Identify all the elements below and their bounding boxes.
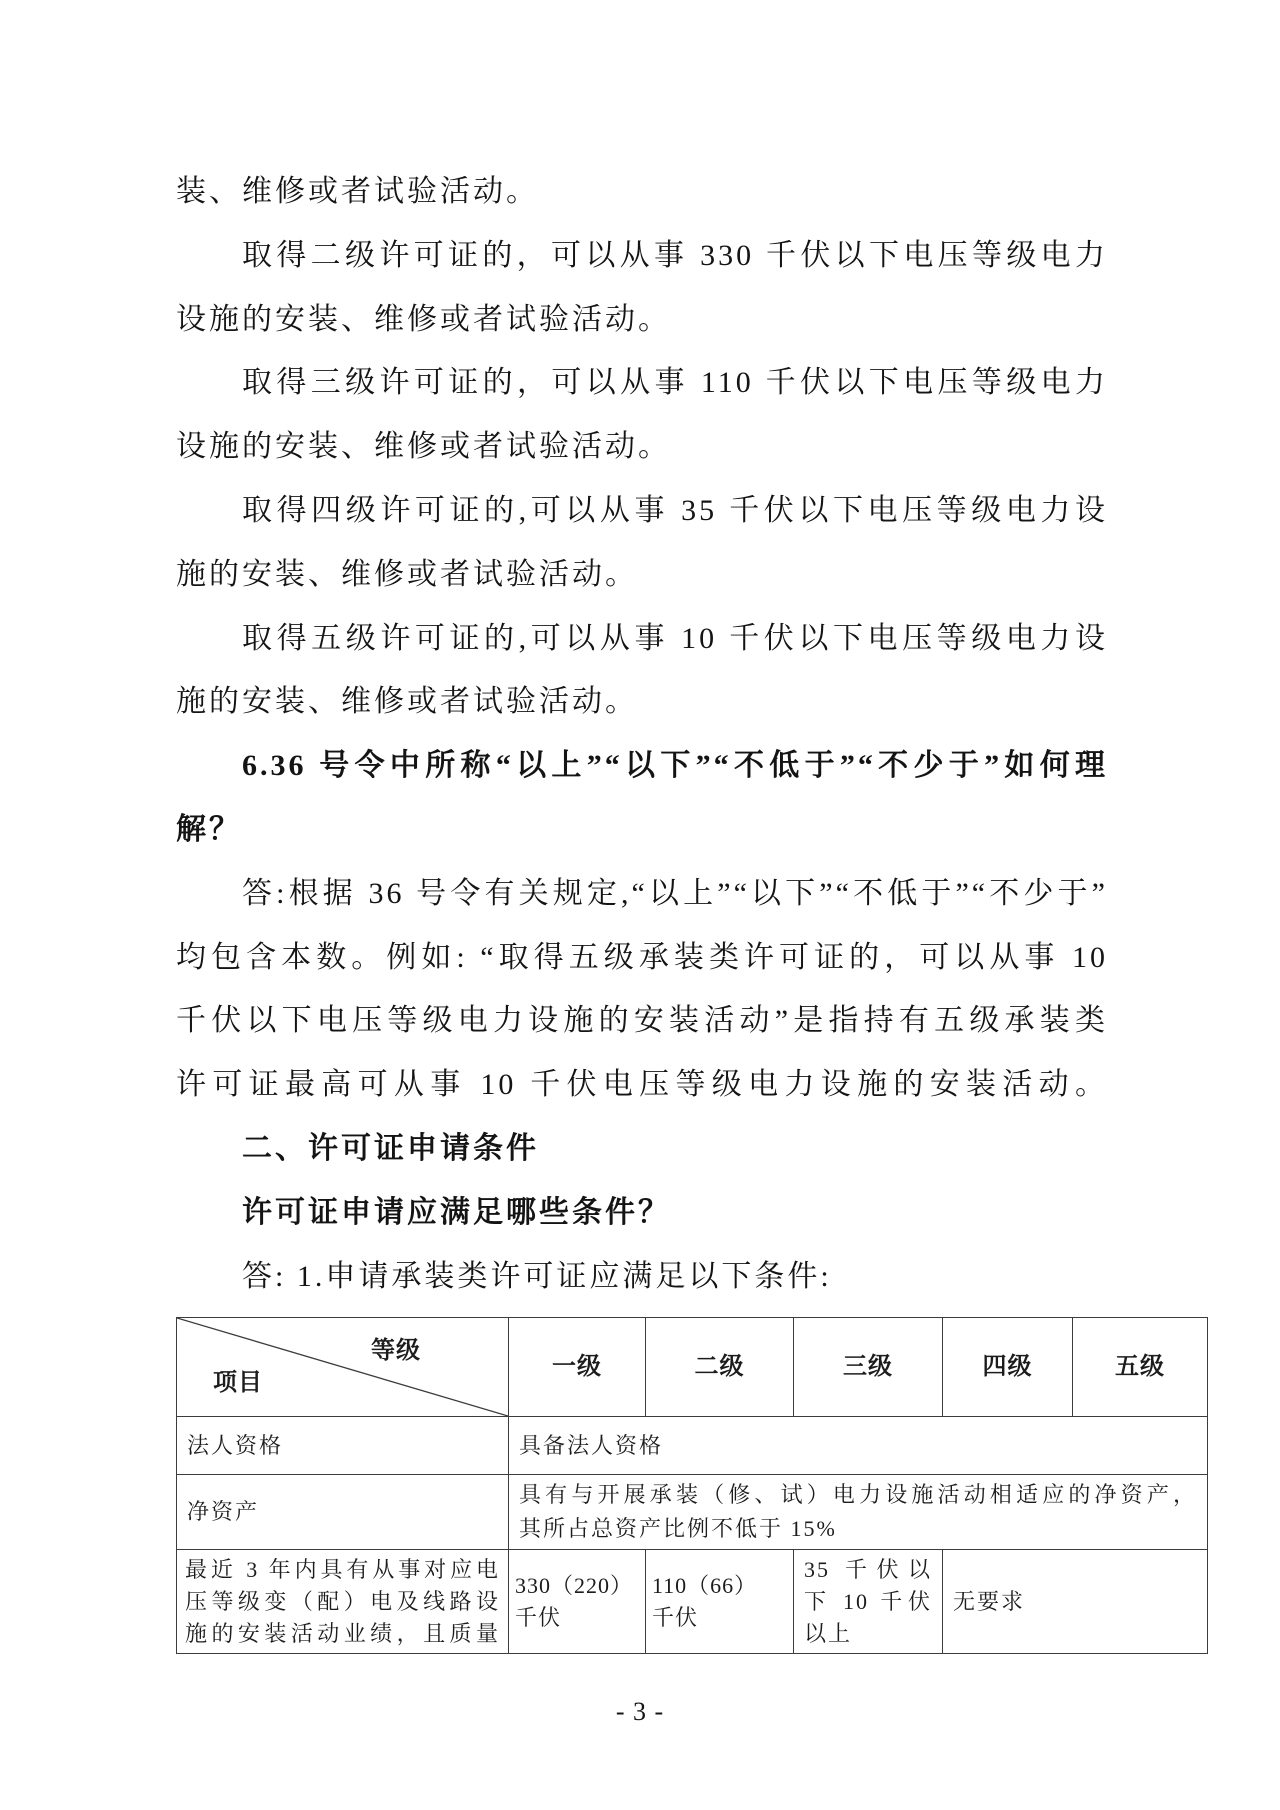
row-label-net-assets: 净资产 [177,1475,509,1550]
cell-line: 具有与开展承装（修、试）电力设施活动相适应的净资产， [519,1482,1197,1507]
level-4-5-value: 无要求 [943,1550,1208,1654]
cell-line: 下 10 千伏 [804,1588,932,1614]
paragraph-line: 设施的安装、维修或者试验活动。 [176,302,671,336]
requirements-table [176,1317,1208,1654]
level-3-value [794,1550,943,1654]
level-header: 四级 [943,1318,1073,1417]
paragraph-line: 施的安装、维修或者试验活动。 [176,685,638,719]
paragraph-line: 取得三级许可证的，可以从事 110 千伏以下电压等级电力 [242,366,1108,400]
diagonal-divider [177,1318,508,1416]
row-value-net-assets [509,1475,1208,1550]
cell-line: 110（66） [652,1572,758,1598]
section-heading: 二、许可证申请条件 [242,1131,539,1165]
cell-line: 其所占总资产比例不低于 15% [519,1516,837,1541]
question-heading-line: 6.36 号令中所称“以上”“以下”“不低于”“不少于”如何理 [242,749,1108,783]
level-header: 三级 [794,1318,943,1417]
row-value-legal-person: 具备法人资格 [509,1417,1208,1475]
table-row [177,1475,1208,1550]
body-text [176,160,1108,1308]
paragraph-line: 设施的安装、维修或者试验活动。 [176,430,671,464]
page-number: - 3 - [615,1697,665,1726]
question-heading: 许可证申请应满足哪些条件？ [242,1195,671,1229]
paragraph-line: 取得五级许可证的,可以从事 10 千伏以下电压等级电力设 [242,621,1108,655]
cell-line: 千伏 [515,1604,562,1630]
paragraph-line: 施的安装、维修或者试验活动。 [176,557,638,591]
table-row [177,1417,1208,1475]
cell-line: 以上 [804,1620,853,1646]
paragraph-line: 取得二级许可证的，可以从事 330 千伏以下电压等级电力 [242,238,1108,272]
paragraph-line: 装、维修或者试验活动。 [176,175,539,208]
row-label-legal-person: 法人资格 [177,1417,509,1475]
table-corner-cell [177,1318,509,1417]
cell-line: 最近 3 年内具有从事对应电 [185,1556,500,1582]
answer-line: 许可证最高可从事 10 千伏电压等级电力设施的安装活动。 [176,1068,1108,1102]
level-header: 二级 [646,1318,794,1417]
level-1-value [509,1550,646,1654]
corner-label-item: 项目 [213,1369,263,1396]
level-header: 一级 [509,1318,646,1417]
table-header-row [177,1318,1208,1417]
row-label-performance [177,1550,509,1654]
answer-line: 千伏以下电压等级电力设施的安装活动”是指持有五级承装类 [176,1004,1108,1038]
paragraph-line: 取得四级许可证的,可以从事 35 千伏以下电压等级电力设 [242,493,1108,527]
cell-line: 千伏 [652,1604,699,1630]
level-header: 五级 [1073,1318,1208,1417]
corner-label-level: 等级 [371,1337,421,1364]
cell-line: 压等级变（配）电及线路设 [185,1588,500,1614]
answer-line: 答:根据 36 号令有关规定,“以上”“以下”“不低于”“不少于” [242,876,1108,910]
cell-line: 35 千伏以 [804,1556,932,1582]
table-row [177,1550,1208,1654]
level-2-value [646,1550,794,1654]
answer-line: 均包含本数。例如: “取得五级承装类许可证的，可以从事 10 [176,940,1108,974]
question-heading-line: 解？ [176,812,242,846]
cell-line: 330（220） [515,1572,634,1598]
answer-line: 答: 1.申请承装类许可证应满足以下条件: [242,1259,832,1293]
cell-line: 施的安装活动业绩，且质量 [185,1620,500,1646]
